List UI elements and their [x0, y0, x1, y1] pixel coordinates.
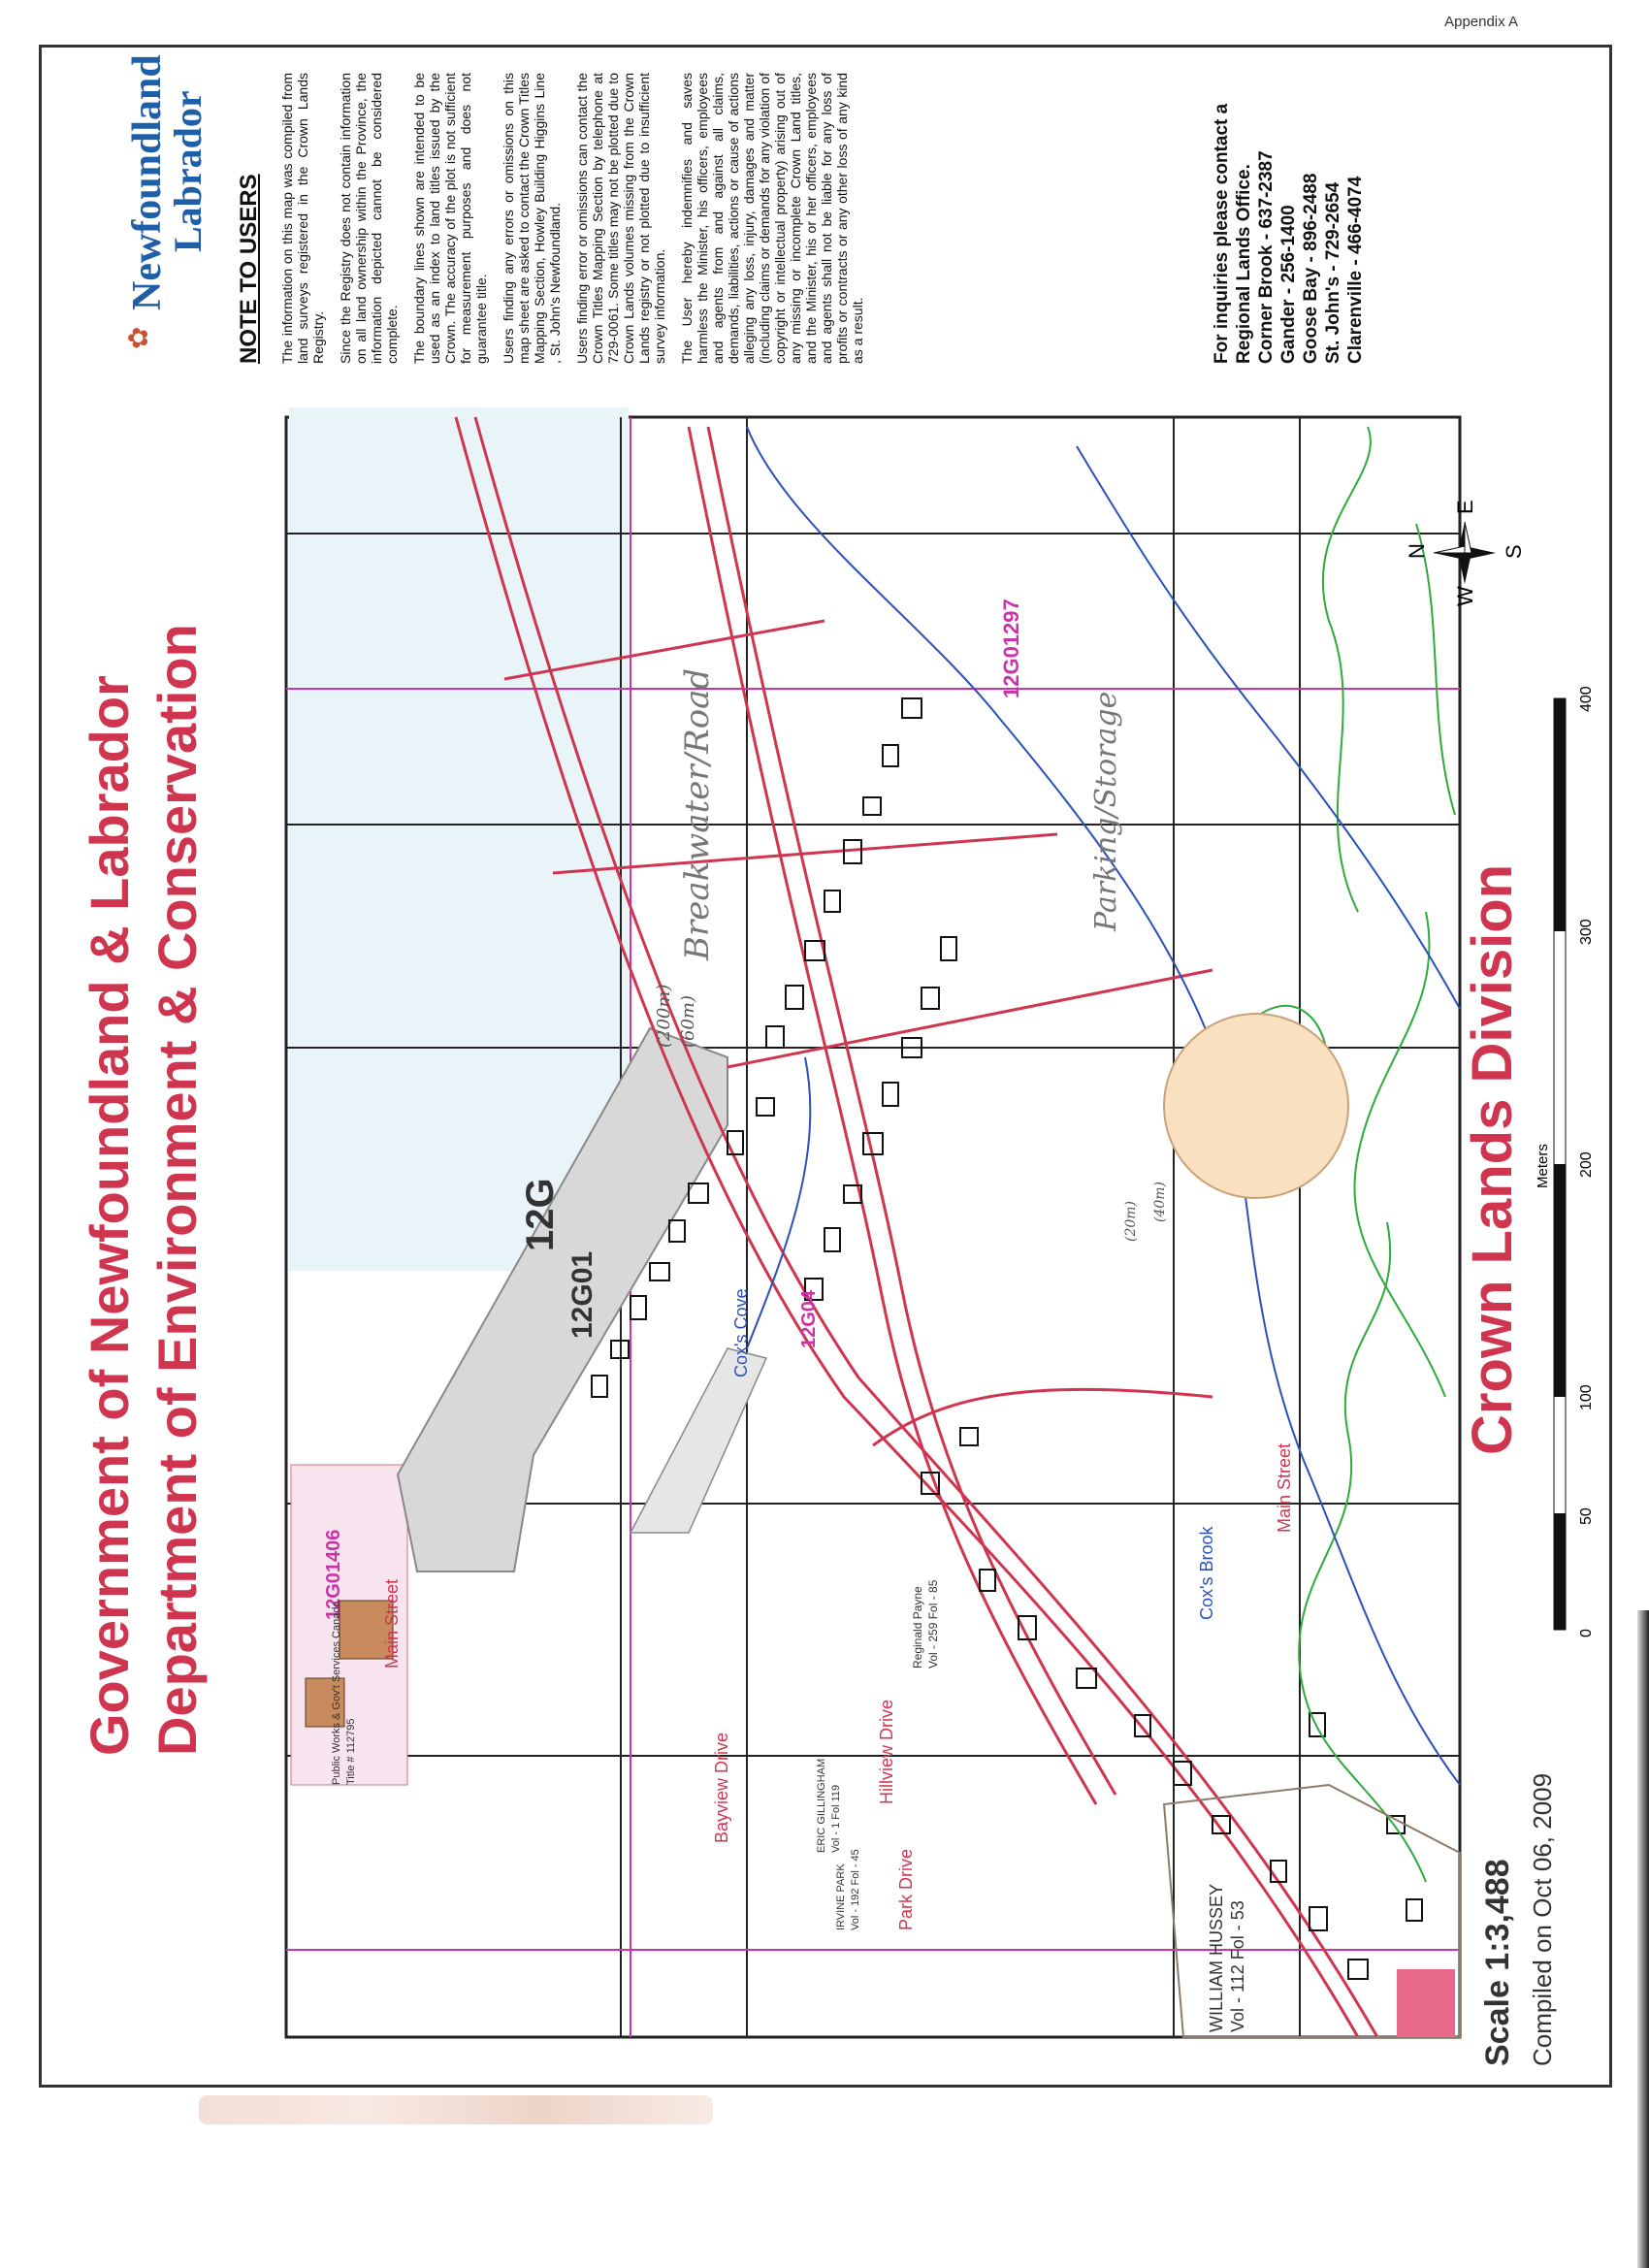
note-body — [279, 73, 877, 364]
label-parcel-12g01: 12G01 — [566, 1250, 598, 1339]
label-hussey-vol: Vol - 112 Fol - 53 — [1228, 1900, 1247, 2032]
scale-text: Scale 1:3,488 — [1479, 1859, 1516, 2066]
label-coxs-brook: Cox's Brook — [1197, 1526, 1216, 1620]
label-hillview: Hillview Drive — [877, 1699, 896, 1804]
label-parcel-1406: 12G01406 — [323, 1529, 344, 1620]
title-line-1: Government of Newfoundland & Labrador — [79, 675, 140, 1756]
scale-tick-0: 0 — [1578, 1629, 1595, 1637]
label-irvine-vol: Vol - 192 Fol - 45 — [850, 1849, 861, 1930]
title-line-2: Department of Environment & Conservation — [146, 624, 208, 1756]
contact-office: Clarenville - 466-4074 — [1345, 176, 1366, 364]
contact-office: St. John's - 729-2654 — [1323, 181, 1343, 364]
label-main-street: Main Street — [382, 1578, 402, 1669]
south-label: S — [1502, 544, 1526, 559]
label-dim-60: (60m) — [678, 994, 698, 1048]
scale-tick-100: 100 — [1578, 1384, 1595, 1410]
site-circle — [1164, 1014, 1348, 1198]
scale-bar — [1554, 698, 1566, 1630]
label-bayview: Bayview Drive — [712, 1732, 731, 1843]
logo-line-1: Newfoundland — [125, 54, 170, 310]
note-panel — [56, 54, 1569, 407]
label-irvine: IRVINE PARK — [835, 1863, 847, 1930]
contact-office: Gander - 256-1400 — [1278, 205, 1299, 364]
water-area-2 — [289, 407, 629, 1271]
contact-info — [1211, 73, 1367, 364]
division-title: Crown Lands Division — [1461, 863, 1524, 1455]
label-parking: Parking/Storage — [1089, 691, 1123, 931]
scale-tick-400: 400 — [1578, 686, 1595, 712]
pink-parcel-bottom — [1397, 1969, 1455, 2037]
compiled-date: Compiled on Oct 06, 2009 — [1528, 1772, 1557, 2066]
paper-stain — [199, 2095, 713, 2124]
note-paragraph: The boundary lines shown are intended to be used as an index to land titles issued by the Crown. The accuracy of the plot is not sufficient for measurement purposes and does not guarantee title. — [411, 73, 489, 364]
label-park-drive: Park Drive — [896, 1848, 916, 1930]
nl-logo — [85, 54, 210, 369]
scale-tick-50: 50 — [1578, 1507, 1595, 1525]
note-paragraph: The information on this map was compiled from land surveys registered in the Crown Lands Registry. — [279, 73, 326, 364]
appendix-label: Appendix A — [1444, 14, 1518, 30]
label-public-works: Public Works & Gov't Services Canada — [331, 1601, 342, 1785]
label-gillingham: ERIC GILLINGHAM — [816, 1758, 827, 1853]
label-breakwater: Breakwater/Road — [678, 667, 717, 960]
contact-office: Goose Bay - 896-2488 — [1301, 173, 1321, 364]
contact-heading: For inquiries please contact a Regional Lands Office. — [1212, 103, 1254, 364]
note-paragraph: The User hereby indemnifies and saves harmless the Minister, his officers, employees and agents from and against all claims, demands, liabilities, actions or cause of actions alleging any loss, injury, damages and matter (including claims or demands for any violation of copyright or intellectual property) arising out of any missing or incomplete Crown Land titles, and the Minister, his or her officers, employees and agents shall not be liable for any loss of profits or contracts or any other loss of any kind as a result. — [679, 73, 865, 364]
east-label: E — [1453, 500, 1477, 514]
label-coxs-cove: Cox's Cove — [731, 1288, 751, 1377]
label-main-street-2: Main Street — [1275, 1442, 1294, 1533]
note-paragraph: Users finding error or omissions can contact the Crown Titles Mapping Section by telephone at 729-0061. Some titles may not be plotted due to Crown Lands volumes missing from the Crown Lands registry or not plotted due to insufficient survey information. — [574, 73, 667, 364]
scale-tick-300: 300 — [1578, 919, 1595, 945]
note-paragraph: Users finding any errors or omissions on this map sheet are asked to contact the Crown Titles Mapping Section, Howley Building Higgins Line , St. John's Newfoundland. — [501, 73, 563, 364]
note-paragraph: Since the Registry does not contain information on all land ownership within the Province, the information depicted cannot be considered complete. — [338, 73, 400, 364]
label-reginald: Reginald Payne — [911, 1586, 924, 1669]
label-title-no: Title # 112795 — [345, 1718, 357, 1785]
note-title: NOTE TO USERS — [236, 174, 262, 364]
label-hussey-name: WILLIAM HUSSEY — [1207, 1883, 1226, 2032]
scale-tick-200: 200 — [1578, 1151, 1595, 1178]
label-parcel-12g: 12G — [519, 1178, 562, 1251]
label-gillingham-vol: Vol - 1 Fol 119 — [830, 1784, 842, 1853]
label-parcel-1297: 12G01297 — [999, 599, 1023, 698]
label-parcel-mid: 12G04 — [798, 1289, 820, 1348]
label-dim-200: (200m) — [654, 984, 674, 1048]
north-label: N — [1405, 543, 1429, 559]
scale-unit: Meters — [1535, 1144, 1551, 1188]
map-sheet — [48, 53, 1610, 2076]
west-label: W — [1453, 586, 1477, 606]
label-dim-small2: (40m) — [1152, 1181, 1168, 1222]
contact-office: Corner Brook - 637-2387 — [1256, 150, 1277, 364]
scan-edge-shadow — [1637, 1610, 1649, 2268]
logo-line-2: Labrador — [166, 90, 210, 252]
pitcher-plant-icon: ✿ — [123, 326, 153, 349]
label-reginald-vol: Vol - 259 Fol - 85 — [926, 1579, 940, 1669]
label-dim-small: (20m) — [1123, 1200, 1139, 1242]
